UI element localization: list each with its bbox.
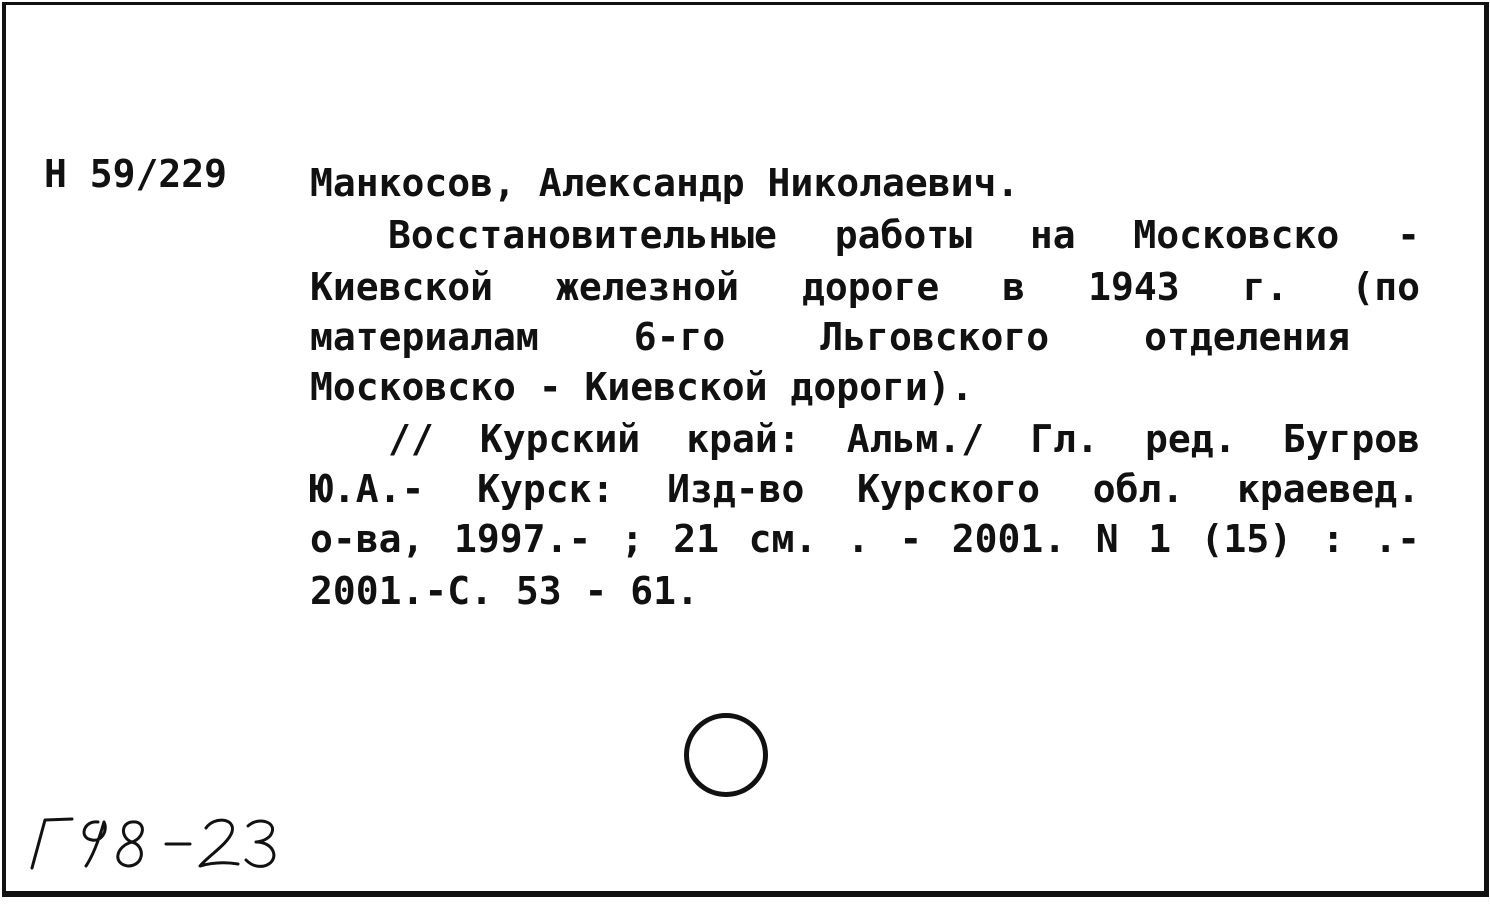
source-line-1: // Курский край: Альм./ Гл. ред. Бугров (388, 417, 1420, 461)
title-line-1: Восстановительные работы на Московско - (388, 213, 1420, 257)
title-line-3: материалам 6-го Льговского отделения (310, 315, 1350, 359)
punch-hole (684, 713, 768, 797)
source-line-3: о-ва, 1997.- ; 21 см. . - 2001. N 1 (15) : .- (310, 517, 1420, 561)
author-heading: Манкосов, Александр Николаевич. (310, 161, 1020, 205)
source-line-2: Ю.А.- Курск: Изд-во Курского обл. краевед. (310, 467, 1420, 511)
title-line-4: Московско - Киевской дороги). (310, 365, 974, 409)
handwritten-code (0, 800, 320, 890)
shelfmark: Н 59/229 (44, 152, 228, 196)
source-line-4: 2001.-С. 53 - 61. (310, 569, 699, 613)
title-line-2: Киевской железной дороге в 1943 г. (по (310, 265, 1420, 309)
